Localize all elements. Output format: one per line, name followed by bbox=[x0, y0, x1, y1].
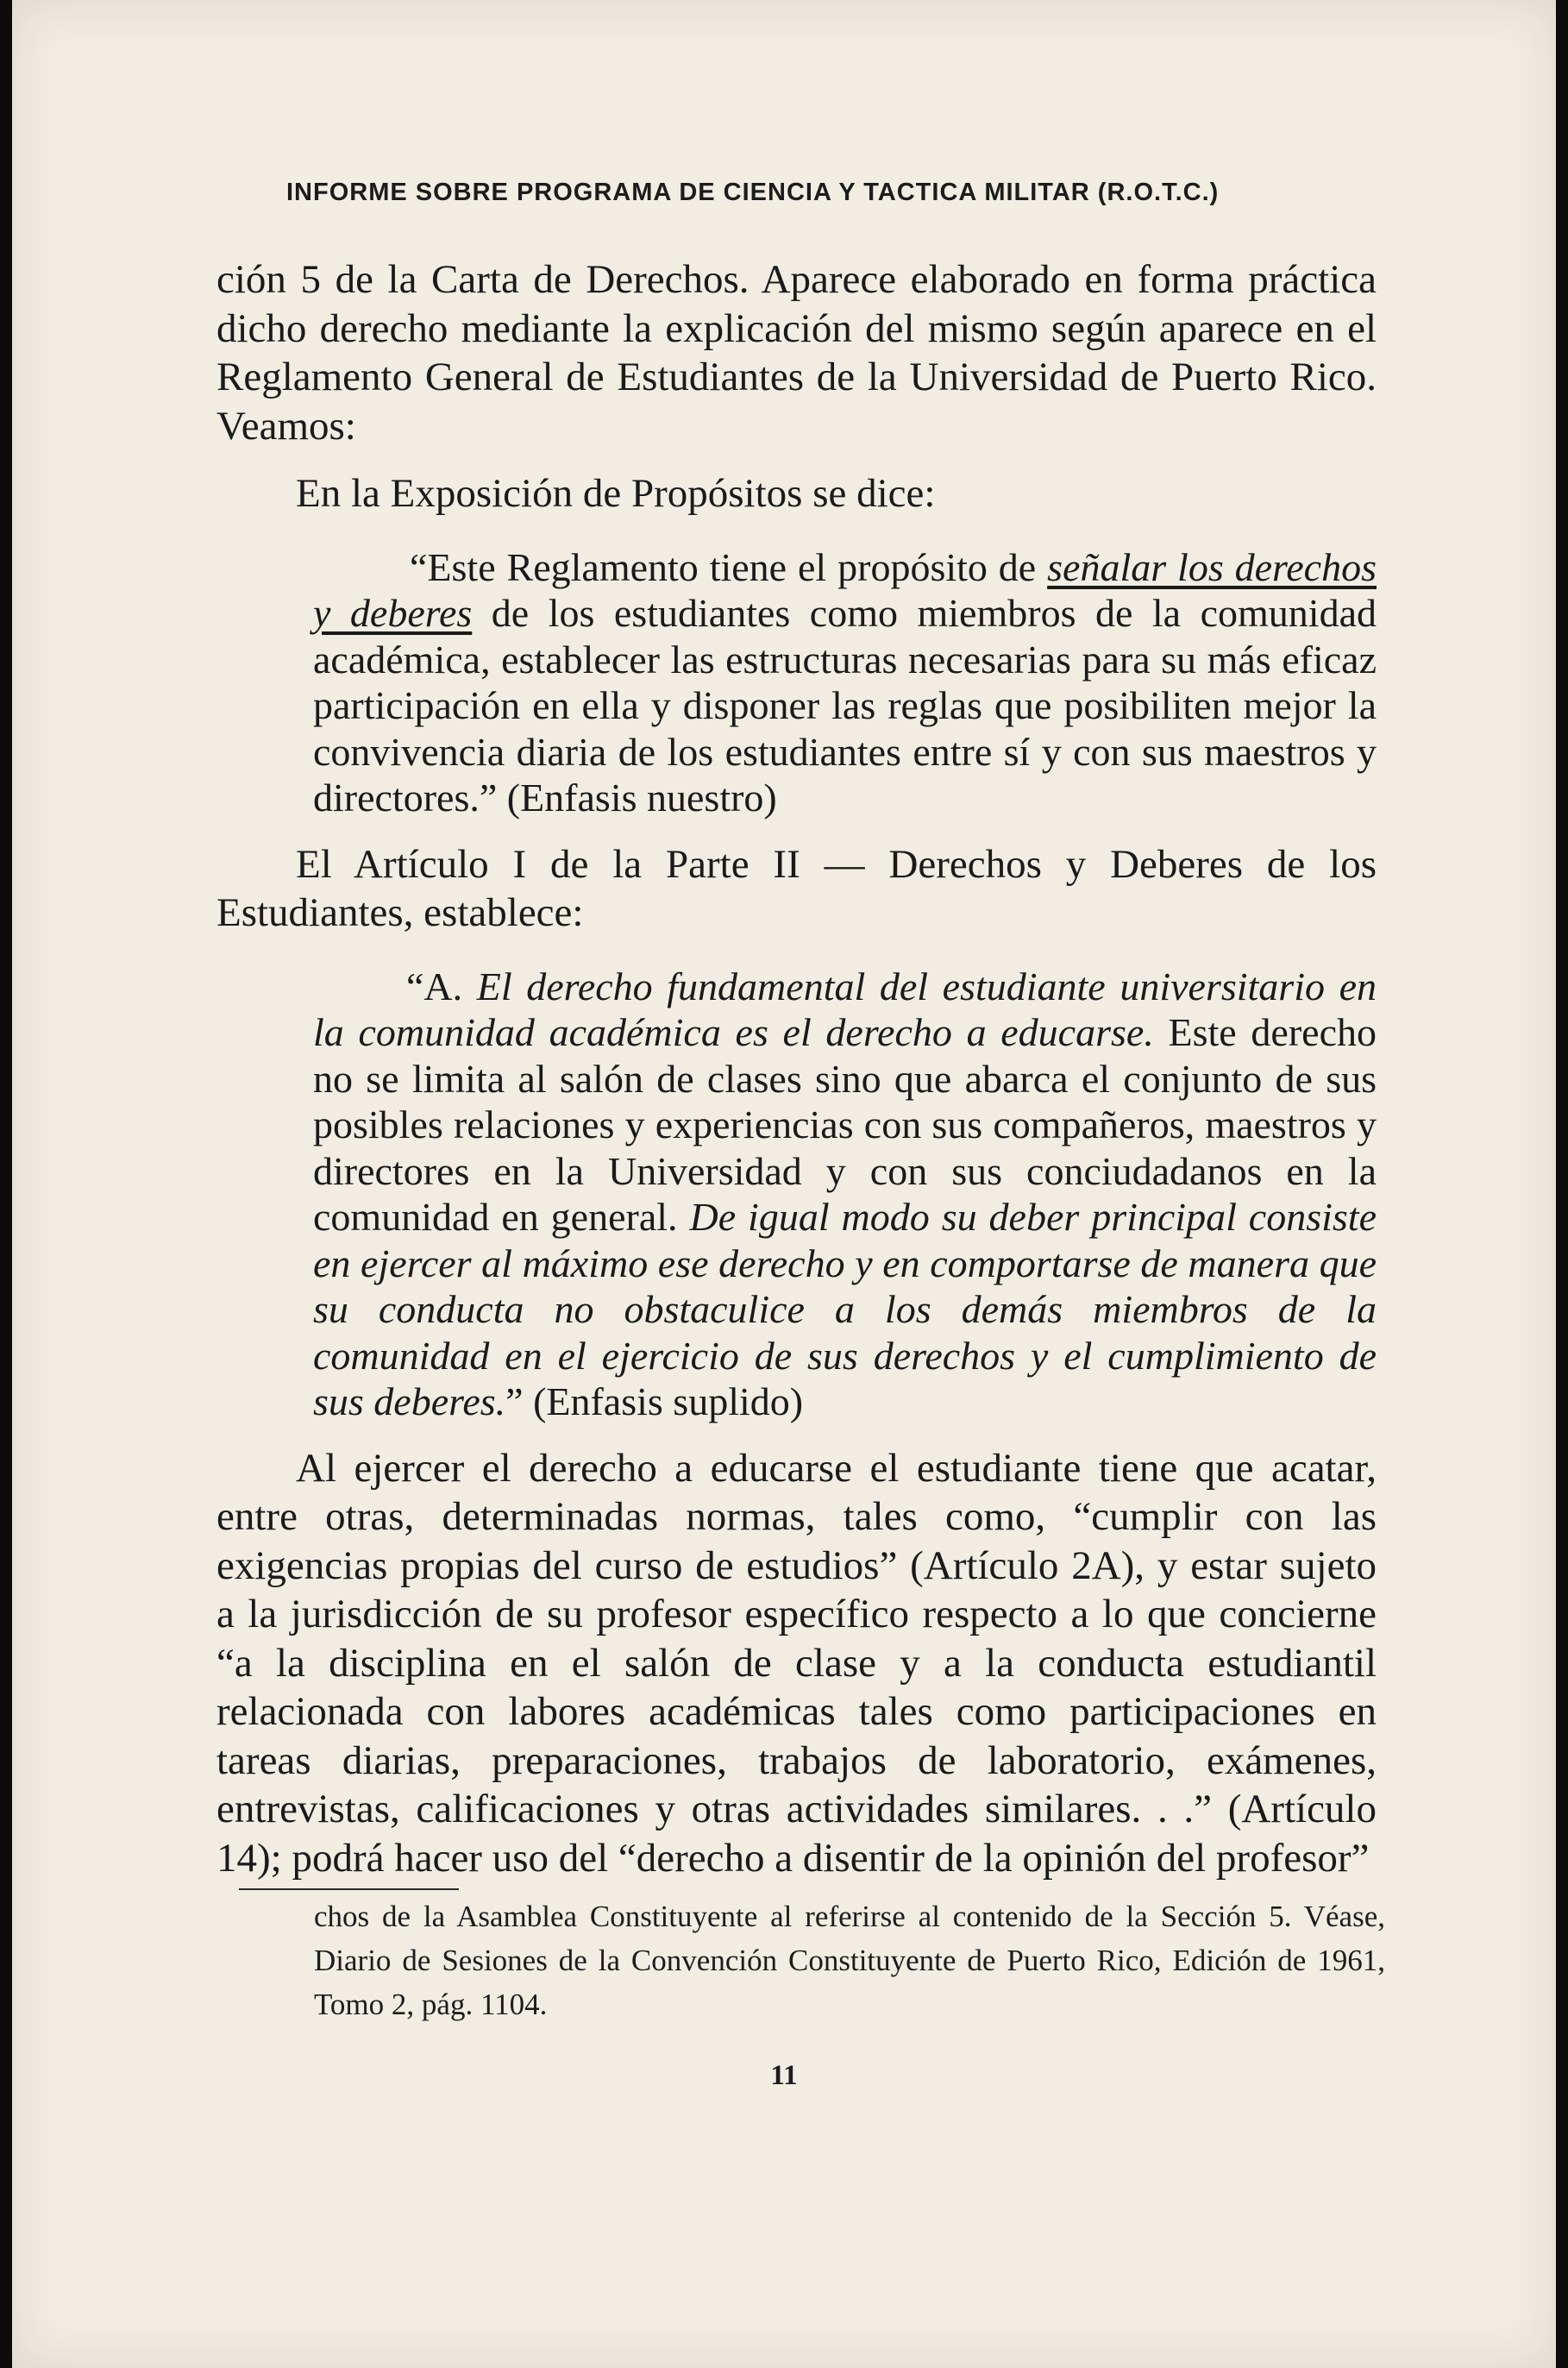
quote-2-middle: Este derecho no se limita al salón de clases sino que abarca el conjunto de sus posibles relaciones y experiencias con sus compañeros, maestros y directores en la Universidad y con sus conciudadanos en la comunidad en general. bbox=[313, 1010, 1377, 1239]
footnote-divider bbox=[239, 1888, 459, 1890]
quote-1-emphasis: señalar los derechos y deberes bbox=[313, 544, 1377, 635]
running-header: INFORME SOBRE PROGRAMA DE CIENCIA Y TACTICA MILITAR (R.O.T.C.) bbox=[286, 179, 1220, 206]
quote-2-emphasis-2: De igual modo su deber principal consiste en ejercer al máximo ese derecho y en comportarse de manera que su conducta no obstaculice a los demás miembros de la comunidad en el ejercicio de sus derechos y el cumplimiento de sus deberes. bbox=[313, 1195, 1377, 1423]
quote-2-close: ” (Enfasis suplido) bbox=[505, 1379, 804, 1423]
quote-2-emphasis-1: El derecho fundamental del estudiante universitario en la comunidad académica es el derecho a educarse. bbox=[313, 964, 1377, 1054]
quote-2-open: “A. bbox=[406, 964, 477, 1008]
block-quote-1 bbox=[313, 544, 1377, 821]
paragraph-1: ción 5 de la Carta de Derechos. Aparece elaborado en forma práctica dicho derecho mediante la explicación del mismo según aparece en el Reglamento General de Estudiantes de la Universidad de Puerto Rico. Veamos: bbox=[216, 257, 1377, 449]
quote-1-rest: de los estudiantes como miembros de la comunidad académica, establecer las estructuras necesarias para su más eficaz participación en ella y disponer las reglas que posibiliten mejor la convivencia diaria de los estudiantes entre sí y con sus maestros y directores.” (Enfasis nuestro) bbox=[313, 591, 1377, 820]
paragraph-3: El Artículo I de la Parte II — Derechos y Deberes de los Estudiantes, establece: bbox=[216, 841, 1377, 935]
quote-1-open: “Este Reglamento tiene el propósito de bbox=[410, 544, 1048, 589]
book-page bbox=[12, 0, 1556, 2368]
paragraph-2: En la Exposición de Propósitos se dice: bbox=[296, 471, 936, 516]
block-quote-2 bbox=[313, 964, 1377, 1425]
paragraph-4: Al ejercer el derecho a educarse el estudiante tiene que acatar, entre otras, determinadas normas, tales como, “cumplir con las exigencias propias del curso de estudios” (Artículo 2A), y estar sujeto a la jurisdicción de su profesor específico respecto a lo que concierne “a la disciplina en el salón de clase y a la conducta estudiantil relacionada con labores académicas tales como participaciones en tareas diarias, preparaciones, trabajos de laboratorio, exámenes, entrevistas, calificaciones y otras actividades similares. . .” (Artículo 14); podrá hacer uso del “derecho a disentir de la opinión del profesor” bbox=[216, 1445, 1377, 1881]
page-number: 11 bbox=[770, 2060, 798, 2091]
footnote: chos de la Asamblea Constituyente al referirse al contenido de la Sección 5. Véase, Diario de Sesiones de la Convención Constituyente de Puerto Rico, Edición de 1961, Tomo 2, pág. 1104. bbox=[314, 1900, 1385, 2021]
body-text bbox=[216, 255, 1377, 1882]
